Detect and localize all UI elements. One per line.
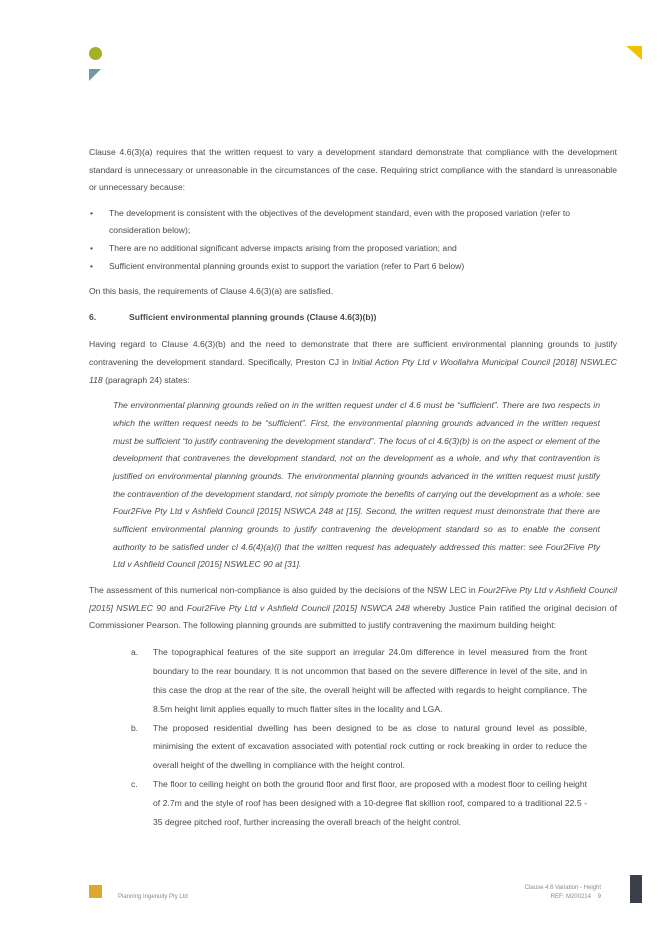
document-body [89, 144, 617, 832]
section-number: 6. [89, 311, 97, 322]
list-item: • Sufficient environmental planning grounds exist to support the variation (refer to Part 6 below) [89, 258, 617, 276]
case-citation: Initial Action Pty Ltd v Woollahra Municipal Council [2018] NSWLEC 118 [89, 356, 618, 385]
case-citation: Four2Five Pty Ltd v Ashfield Council [2015] NSWLEC 90 [89, 585, 617, 613]
list-text: The floor to ceiling height on both the ground floor and first floor, are proposed with a modest floor to ceiling height of 2.7m and the style of roof has been designed with a 10-degree flat skillion roof, compared to a traditional 22.5 - 35 degree pitched roof, further increasing the overall breach of the height control. [153, 779, 587, 828]
list-item [89, 719, 587, 776]
text-run: Having regard to Clause 4.6(3)(b) and the need to demonstrate that there are sufficient environmental planning grounds to justify contravening the development standard. Specifically, Preston CJ in [89, 339, 617, 367]
block-quote: The environmental planning grounds relied on in the written request under cl 4.6 must be “sufficient”. There are two respects in which the written request needs to be “sufficient”. First, the environmental planning grounds advanced in the written request must be sufficient “to justify contravening the development standard”. The focus of cl 4.6(3)(b) is on the aspect or element of the development that contravenes the development standard, not on the development as a whole, and why that contravention is justified on environmental planning grounds. The environmental planning grounds advanced in the written request must justify the contravention of the development standard, not simply promote the benefits of carrying out the development as a whole: see Four2Five Pty Ltd v Ashfield Council [2015] NSWCA 248 at [15]. Second, the written request must demonstrate that there are sufficient environmental planning grounds to justify contravening the development standard so as to enable the consent authority to be satisfied under cl 4.6(4)(a)(i) that the written request has adequately addressed this matter: see Four2Five Pty Ltd v Ashfield Council [2015] NSWLEC 90 at [31]. [113, 400, 600, 570]
text-run: (paragraph 24) states: [102, 374, 190, 385]
footer-company: Planning Ingenuity Pty Ltd [118, 894, 188, 900]
case-intro-paragraph [89, 336, 617, 389]
section-heading [89, 309, 617, 327]
conclusion-paragraph: On this basis, the requirements of Clause 4.6(3)(a) are satisfied. [89, 286, 334, 297]
footer-reference [525, 884, 601, 902]
footer-ref-line [525, 893, 601, 902]
list-item [89, 643, 587, 719]
case-citation: Four2Five Pty Ltd v Ashfield Council [2015] NSWCA 248 [186, 602, 410, 613]
list-text: The topographical features of the site support an irregular 24.0m difference in level measured from the front boundary to the rear boundary. It is not uncommon that based on the severe difference in level of the site, and in this case the drop at the rear of the site, the overall height will be affected with regards to height compliance. The 8.5m height limit applies equally to much flatter sites in the locality and LGA. [153, 646, 587, 714]
list-text: The proposed residential dwelling has been designed to be as close to natural ground level as possible, minimising the extent of excavation associated with potential rock cutting or rock breaking in order to reduce the overall height of the dwelling in compliance with the height control. [153, 722, 587, 771]
list-marker: a. [131, 646, 139, 657]
footer-bar [630, 875, 642, 903]
requirements-list [89, 205, 617, 275]
footer-logo-square [89, 885, 102, 898]
list-item [89, 775, 587, 832]
list-marker: b. [131, 722, 139, 733]
footer-doc-title: Clause 4.6 Variation - Height [524, 885, 601, 891]
text-run: The assessment of this numerical non-compliance is also guided by the decisions of the NSW LEC in [89, 585, 479, 596]
footer-ref: REF: M200214 [550, 894, 591, 900]
list-item: • There are no additional significant adverse impacts arising from the proposed variation; and [89, 240, 617, 258]
page-number: 9 [597, 894, 601, 900]
section-title: Sufficient environmental planning grounds (Clause 4.6(3)(b)) [129, 311, 377, 322]
grounds-list [89, 643, 617, 832]
logo-triangle [89, 69, 101, 81]
list-item: • The development is consistent with the objectives of the development standard, even with the proposed variation (refer to consideration below); [89, 205, 617, 240]
corner-accent [626, 46, 642, 60]
list-marker: c. [131, 779, 138, 790]
text-run: whereby Justice Pain ratified the original decision of Commissioner Pearson. The following planning grounds are submitted to justify contravening the maximum building height: [89, 602, 617, 631]
logo-circle [89, 47, 102, 60]
text-run: and [165, 602, 187, 613]
intro-paragraph: Clause 4.6(3)(a) requires that the written request to vary a development standard demonstrate that compliance with the development standard is unnecessary or unreasonable in the circumstances of the case. Requiring strict compliance with the standard is unreasonable or unnecessary because: [89, 147, 617, 193]
assessment-paragraph [89, 582, 617, 635]
